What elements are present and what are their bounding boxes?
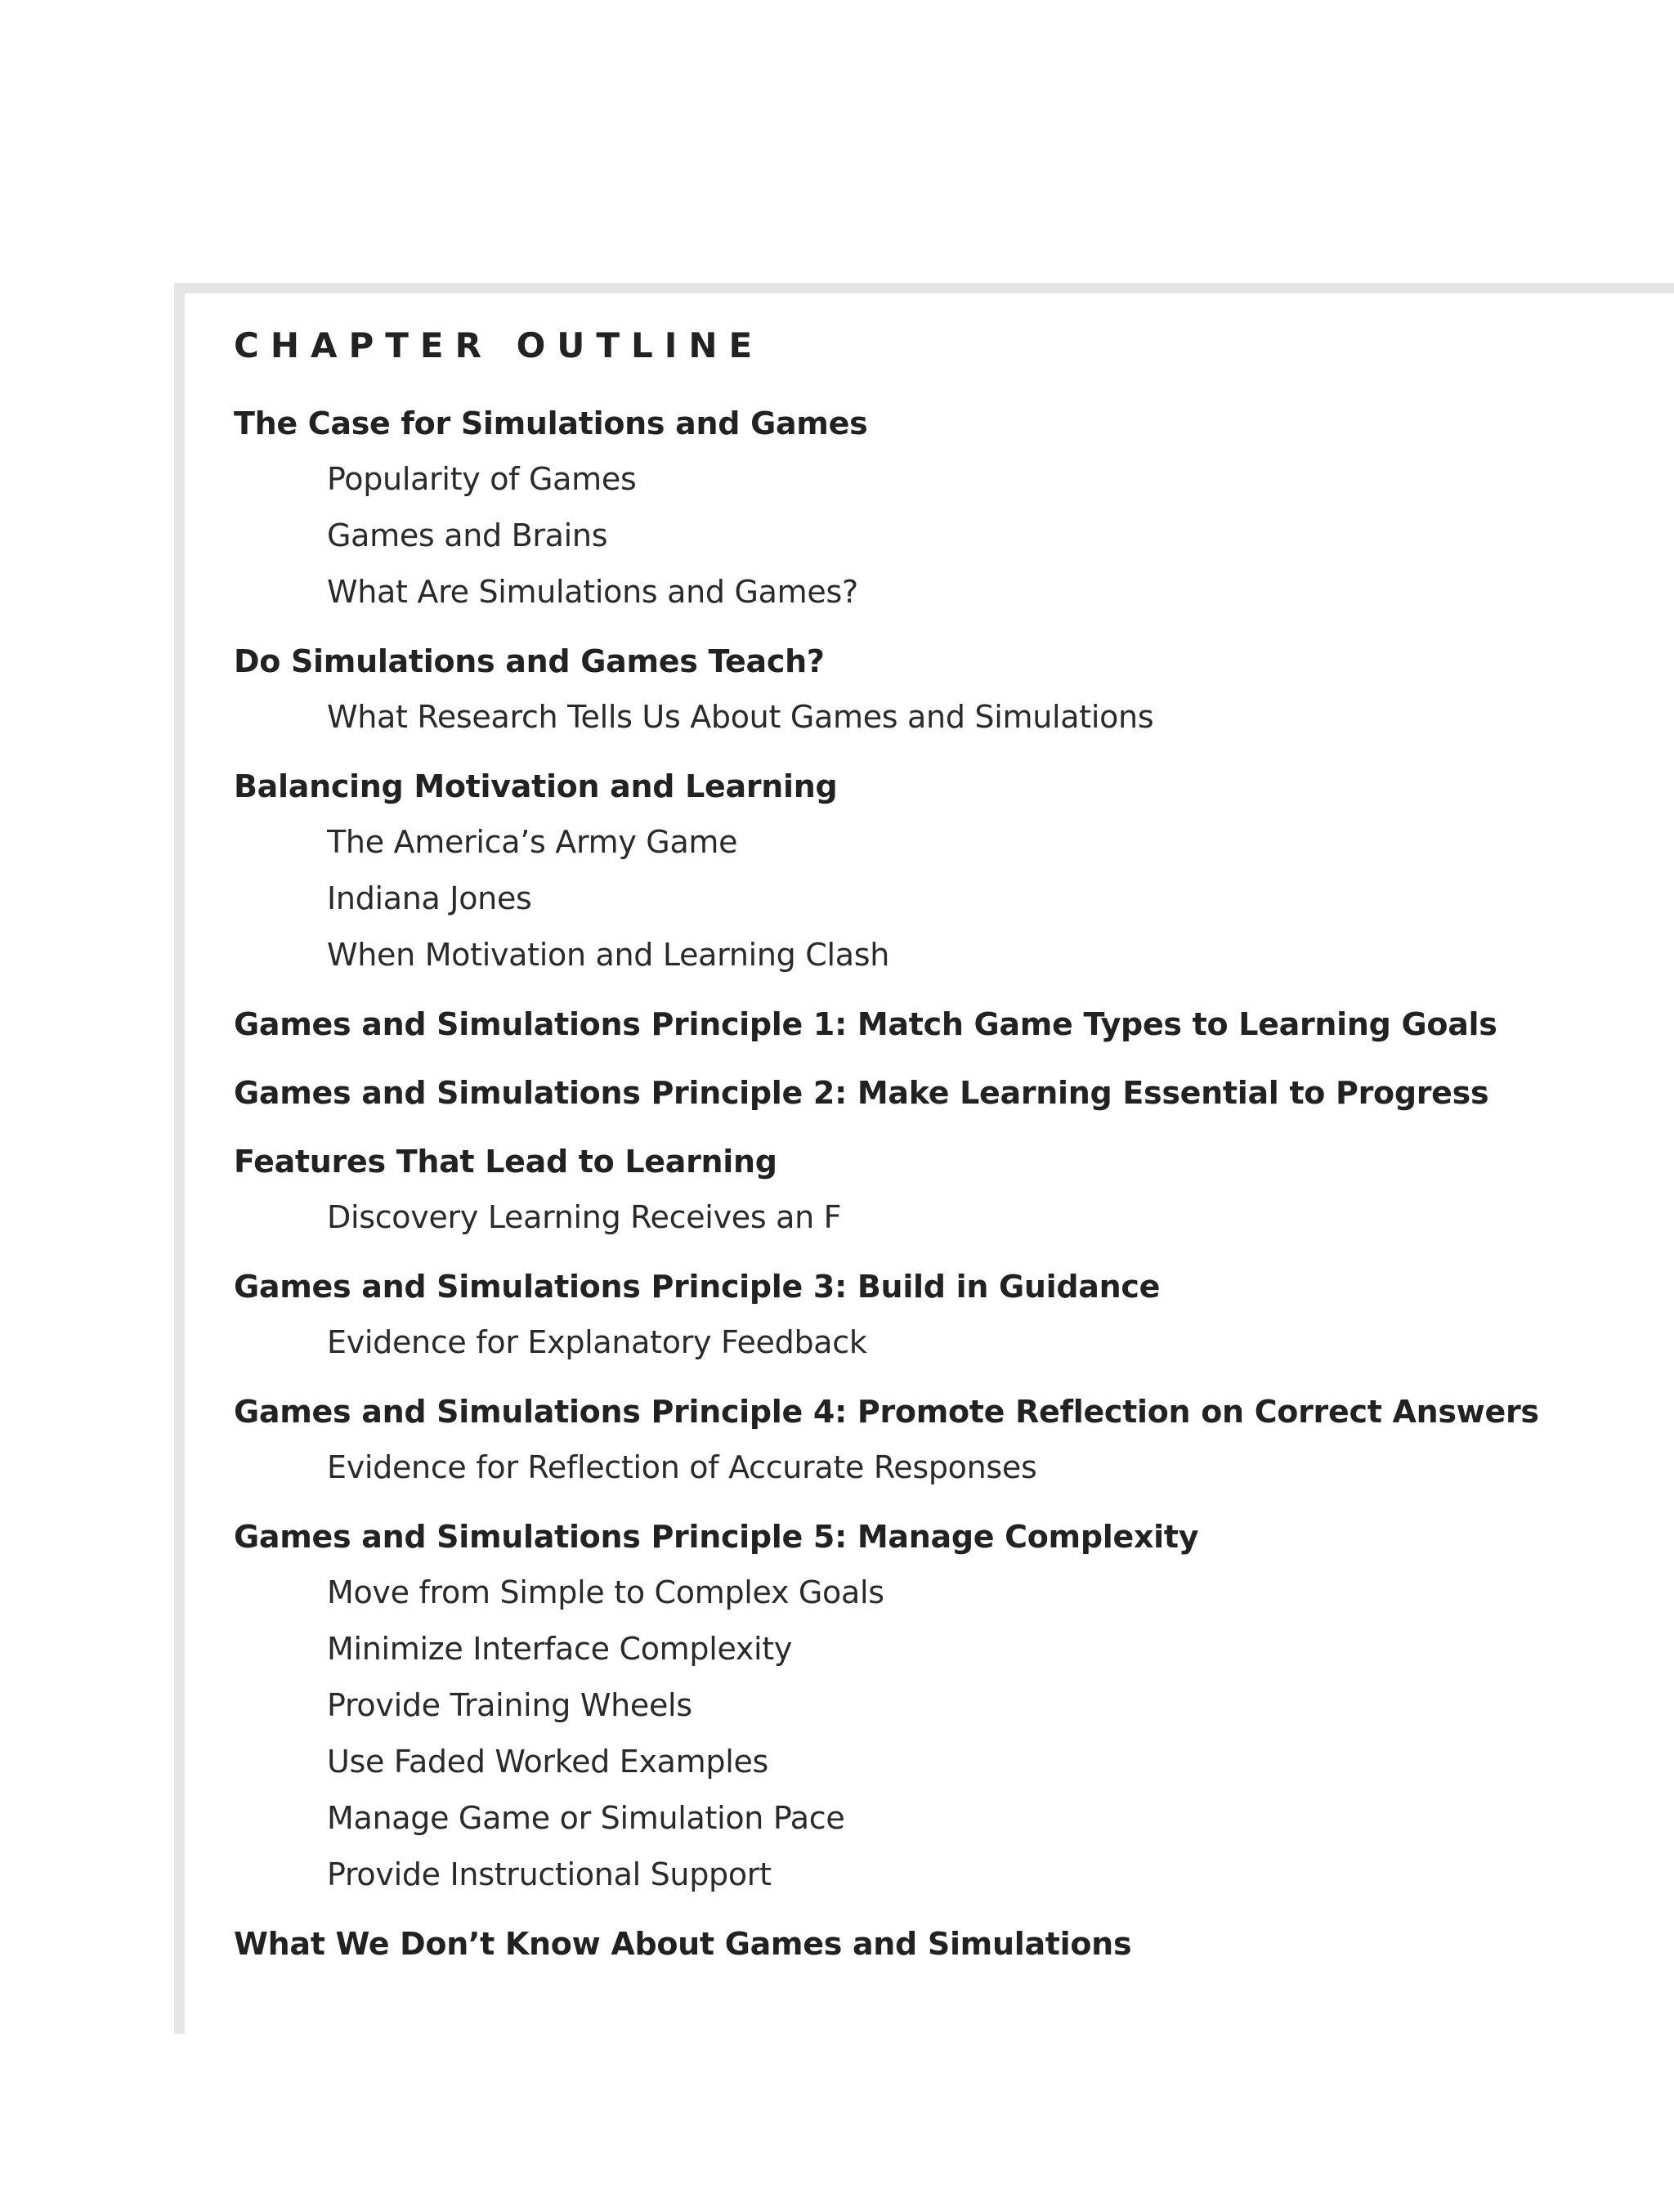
outline-subsection-item: Provide Training Wheels xyxy=(327,1687,692,1723)
outline-subsection-item: What Research Tells Us About Games and Simulations xyxy=(327,699,1154,735)
chapter-outline-heading: CHAPTER OUTLINE xyxy=(234,325,764,365)
outline-subsection-item: Evidence for Explanatory Feedback xyxy=(327,1324,867,1360)
outline-section xyxy=(234,1916,1656,1972)
outline-section xyxy=(234,1509,1656,1903)
outline-subsection-item: The America’s Army Game xyxy=(327,824,738,860)
outline-subsection-list xyxy=(234,1440,1656,1496)
outline-section-title: Games and Simulations Principle 1: Match Game Types to Learning Goals xyxy=(234,1006,1497,1042)
outline-subsection-item: When Motivation and Learning Clash xyxy=(327,937,890,973)
outline-section-title: Do Simulations and Games Teach? xyxy=(234,643,825,679)
outline-section xyxy=(234,1134,1656,1246)
outline-subsection-item: Evidence for Reflection of Accurate Responses xyxy=(327,1449,1037,1485)
outline-subsection-item: Games and Brains xyxy=(327,517,608,553)
outline-section xyxy=(234,1259,1656,1371)
outline-section-title: Features That Lead to Learning xyxy=(234,1144,777,1180)
outline-section-title: The Case for Simulations and Games xyxy=(234,405,868,441)
outline-section-title: Balancing Motivation and Learning xyxy=(234,768,838,804)
outline-subsection-item: Popularity of Games xyxy=(327,461,637,497)
outline-subsection-item: What Are Simulations and Games? xyxy=(327,574,858,610)
outline-subsection-item: Manage Game or Simulation Pace xyxy=(327,1800,845,1836)
outline-subsection-list xyxy=(234,814,1656,983)
outline-subsection-item: Indiana Jones xyxy=(327,880,532,916)
outline-frame-top-rule xyxy=(174,283,1674,293)
outline-section xyxy=(234,1065,1656,1121)
outline-subsection-item: Move from Simple to Complex Goals xyxy=(327,1574,884,1610)
outline-subsection-list xyxy=(234,1189,1656,1246)
outline-subsection-list xyxy=(234,1314,1656,1371)
outline-section xyxy=(234,396,1656,620)
outline-section xyxy=(234,1384,1656,1496)
outline-section-title: Games and Simulations Principle 3: Build in Guidance xyxy=(234,1269,1161,1305)
outline-subsection-item: Use Faded Worked Examples xyxy=(327,1744,769,1780)
chapter-outline-list xyxy=(234,396,1656,1972)
outline-section-title: What We Don’t Know About Games and Simulations xyxy=(234,1926,1132,1962)
outline-subsection-list xyxy=(234,451,1656,620)
outline-section xyxy=(234,759,1656,983)
outline-subsection-item: Minimize Interface Complexity xyxy=(327,1631,793,1667)
outline-section xyxy=(234,634,1656,746)
outline-section-title: Games and Simulations Principle 4: Promote Reflection on Correct Answers xyxy=(234,1394,1539,1430)
outline-section-title: Games and Simulations Principle 5: Manage Complexity xyxy=(234,1519,1199,1555)
outline-section-title: Games and Simulations Principle 2: Make Learning Essential to Progress xyxy=(234,1075,1489,1111)
outline-subsection-list xyxy=(234,1565,1656,1903)
outline-subsection-list xyxy=(234,689,1656,746)
outline-subsection-item: Provide Instructional Support xyxy=(327,1856,772,1892)
outline-section xyxy=(234,996,1656,1052)
outline-subsection-item: Discovery Learning Receives an F xyxy=(327,1199,842,1235)
outline-frame-left-rule xyxy=(174,283,185,2034)
